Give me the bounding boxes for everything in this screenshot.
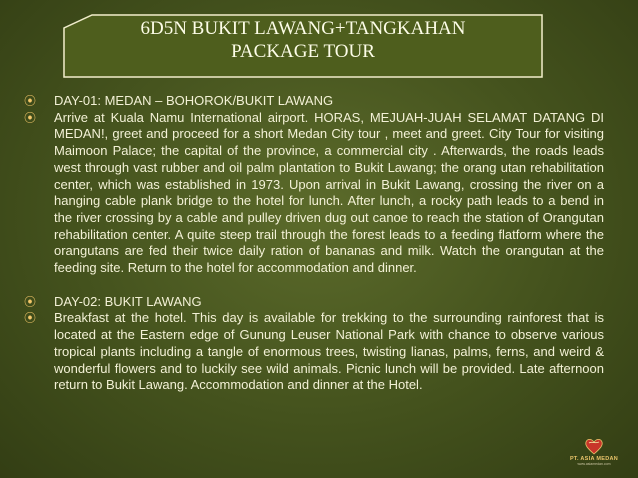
title-line-1: 6D5N BUKIT LAWANG+TANGKAHAN (140, 18, 466, 39)
day1-heading (24, 93, 604, 110)
title-line-2: PACKAGE TOUR (231, 41, 375, 62)
day2-heading (24, 294, 604, 311)
slide-title (63, 17, 543, 63)
day1-heading-text: DAY-01: MEDAN – BOHOROK/BUKIT LAWANG (54, 93, 334, 108)
logo-website: www.asiamedan.com (577, 462, 611, 466)
bullet-icon: ⦿ (24, 110, 37, 125)
day2-description (24, 310, 604, 394)
day2-description-text: Breakfast at the hotel. This day is available for trekking to the surrounding rainforest that is located at the Eastern edge of Gunung Leuser National Park with chance to observe various tropical plants including a tangle of enormous trees, twisting lianas, palms, ferns, and weird & wonderful flowers and to luckily see wild animals. Picnic lunch will be provided. Late afternoon return to Bukit Lawang. Accommodation and dinner at the Hotel. (54, 310, 604, 393)
logo-name: PT. ASIA MEDAN (569, 456, 619, 462)
company-logo (564, 436, 624, 472)
bullet-list (24, 93, 604, 394)
day1-description-text: Arrive at Kuala Namu International airport. HORAS, MEJUAH-JUAH SELAMAT DATANG DI MEDAN!, greet and proceed for a short Medan City tour , meet and greet. City Tour for visiting Maimoon Palace; the capital of the province, a commercial city . Afterwards, the roads leads west through vast rubber and oil palm plantation to Bukit Lawang; the orang utan rehabilitation center, which was established in 1973. Upon arrival in Bukit Lawang, crossing the river on a hanging cable plank bridge to the hotel for lunch. After lunch, a rocky path leads to a bend in the river crossing by a cable and pulley driven dug out canoe to reach the station of Orangutan rehabilitation center. A quite steep trail through the forest leads to a feeding flatform where the orangutans are fed their twice daily ration of bananas and milk. Watch the orangutan at the feeding site. Return to the hotel for accommodation and dinner. (54, 109, 604, 276)
bullet-icon: ⦿ (24, 94, 37, 108)
heart-bird-logo-icon (583, 436, 605, 456)
bullet-icon: ⦿ (24, 311, 37, 326)
spacer (24, 277, 604, 294)
bullet-icon: ⦿ (24, 294, 37, 309)
day1-description (24, 110, 604, 277)
day2-heading-text: DAY-02: BUKIT LAWANG (54, 293, 202, 309)
